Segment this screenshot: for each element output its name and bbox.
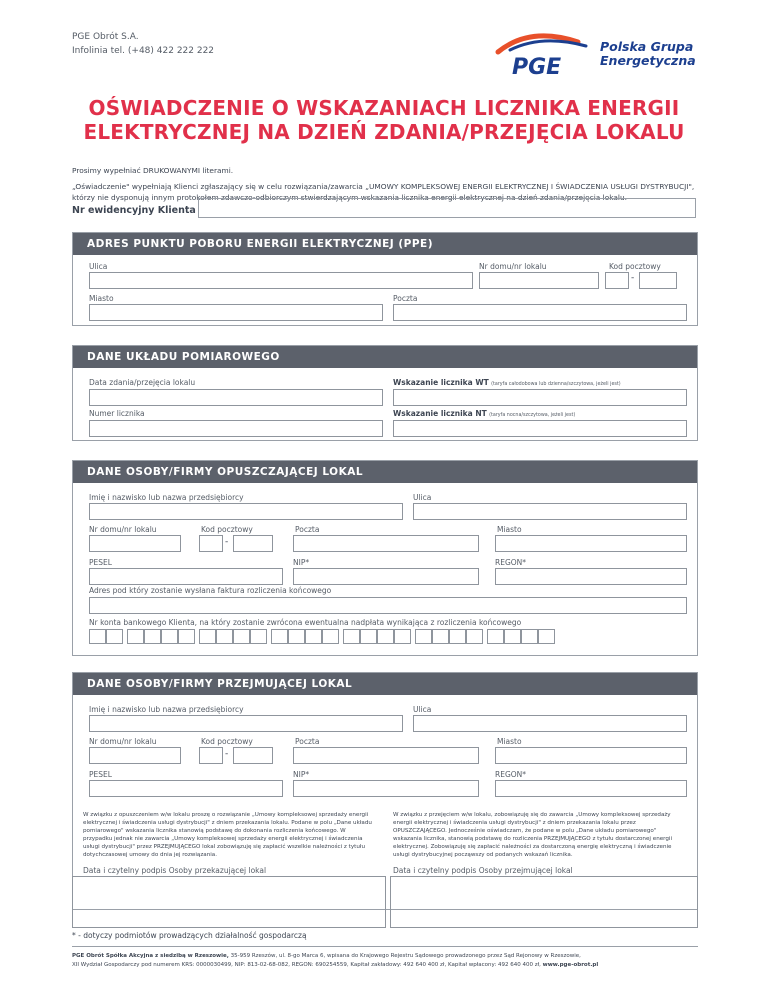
bank-account-digit-box[interactable] — [161, 629, 178, 644]
logo-tagline: Polska Grupa Energetyczna — [600, 39, 696, 68]
signature-taking-box[interactable] — [390, 876, 698, 928]
footer-divider — [72, 946, 698, 947]
ppe-postal-field-1[interactable] — [605, 272, 629, 289]
ppe-street-field[interactable] — [89, 272, 473, 289]
ppe-postal-label: Kod pocztowy — [609, 262, 661, 271]
bank-account-digit-box[interactable] — [521, 629, 538, 644]
bank-account-digit-box[interactable] — [106, 629, 123, 644]
bank-account-digit-box[interactable] — [305, 629, 322, 644]
ppe-city-field[interactable] — [89, 304, 383, 321]
leaving-house-field[interactable] — [89, 535, 181, 552]
ppe-house-label: Nr domu/nr lokalu — [479, 262, 547, 271]
meter-number-field[interactable] — [89, 420, 383, 437]
section-meter-heading: DANE UKŁADU POMIAROWEGO — [73, 346, 697, 368]
section-taking: DANE OSOBY/FIRMY PRZEJMUJĄCEJ LOKAL Imię i nazwisko lub nazwa przedsiębiorcy Ulica Nr domu/nr lokalu Kod pocztowy - Poczta Miasto PESEL NIP* REGON* W związku z opuszczeniem w/w lokalu proszę o rozwiązanie „Umowy kompleksowej sprzedaży energii elektrycznej i świadczenia usługi dystrybucji" z dniem przekazania lokalu. Podane w polu „Dane układu pomiarowego" wskazania licznika stanowią podstawę do dokonania rozliczenia końcowego. W przypadku jednak nie zawarcia „Umowy kompleksowej sprzedaży energii elektrycznej i świadczenia usługi dystrybucji" przez PRZEJMUJĄCEGO lokal zobowiązuję się zapłacić wszelkie należności z tytułu dotychczasowej umowy do dnia jej rozwiązania. W związku z przejęciem w/w lokalu, zobowiązuję się do zawarcia „Umowy kompleksowej sprzedaży energii elektrycznej i świadczenia usługi dystrybucji" z dniem przekazania lokalu przez OPUSZCZAJĄCEGO. Jednocześnie oświadczam, że podane w polu „Dane układu pomiarowego" wskazania licznika, stanowią podstawę do rozliczenia PRZEJMUJĄCEGO z tytułu dostarczonej energii elektrycznej. Zobowiązuję się zapłacić należności za dostarczoną energię elektryczną i świadczenie usługi dystrybucyjnej począwszy od podanych wskazań licznika. Data i czytelny podpis Osoby przekazującej lokal Data i czytelny podpis Osoby przejmującej lokal — [72, 672, 698, 910]
leaving-invoice-field[interactable] — [89, 597, 687, 614]
section-ppe-heading: ADRES PUNKTU POBORU ENERGII ELEKTRYCZNEJ (PPE) — [73, 233, 697, 255]
meter-wt-label: Wskazanie licznika WT (taryfa całodobowa lub dzienna/szczytowa, jeżeli jest) — [393, 378, 621, 387]
bank-account-digit-box[interactable] — [377, 629, 394, 644]
taking-nip-field[interactable] — [293, 780, 479, 797]
client-number-label: Nr ewidencyjny Klienta — [72, 205, 196, 216]
declaration-taking: W związku z przejęciem w/w lokalu, zobowiązuję się do zawarcia „Umowy kompleksowej sprzedaży energii elektrycznej i świadczenia usługi dystrybucji" z dniem przekazania lokalu przez OPUSZCZAJĄCEGO. Jednocześnie oświadczam, że podane w polu „Dane układu pomiarowego" wskazania licznika, stanowią podstawę do rozliczenia PRZEJMUJĄCEGO z tytułu dostarczonej energii elektrycznej. Zobowiązuję się zapłacić należności za dostarczoną energię elektryczną i świadczenie usługi dystrybucyjnej począwszy od podanych wskazań licznika. — [393, 812, 673, 858]
company-info — [72, 30, 214, 58]
leaving-invoice-label: Adres pod który zostanie wysłana faktura rozliczenia końcowego — [89, 586, 332, 595]
website-link[interactable]: www.pge-obrot.pl — [542, 962, 599, 968]
declaration-leaving: W związku z opuszczeniem w/w lokalu proszę o rozwiązanie „Umowy kompleksowej sprzedaży energii elektrycznej i świadczenia usługi dystrybucji" z dniem przekazania lokalu. Podane w polu „Dane układu pomiarowego" wskazania licznika stanowią podstawę do dokonania rozliczenia końcowego. W przypadku jednak nie zawarcia „Umowy kompleksowej sprzedaży energii elektrycznej i świadczenia usługi dystrybucji" przez PRZEJMUJĄCEGO lokal zobowiązuję się zapłacić wszelkie należności z tytułu dotychczasowej umowy do dnia jej rozwiązania. — [83, 812, 372, 858]
ppe-post-label: Poczta — [393, 294, 418, 303]
svg-text:PGE: PGE — [512, 55, 562, 80]
taking-pesel-label: PESEL — [89, 770, 112, 779]
leaving-post-label: Poczta — [295, 525, 320, 534]
leaving-nip-field[interactable] — [293, 568, 479, 585]
leaving-post-field[interactable] — [293, 535, 479, 552]
bank-account-digit-box[interactable] — [199, 629, 216, 644]
leaving-pesel-field[interactable] — [89, 568, 283, 585]
taking-regon-label: REGON* — [495, 770, 527, 779]
bank-account-digit-box[interactable] — [432, 629, 449, 644]
ppe-city-label: Miasto — [89, 294, 114, 303]
leaving-city-label: Miasto — [497, 525, 522, 534]
ppe-post-field[interactable] — [393, 304, 687, 321]
pge-logo-mark — [490, 30, 600, 82]
section-leaving: DANE OSOBY/FIRMY OPUSZCZAJĄCEJ LOKAL Imię i nazwisko lub nazwa przedsiębiorcy Ulica Nr domu/nr lokalu Kod pocztowy - Poczta Miasto PESEL NIP* REGON* Adres pod który zostanie wysłana faktura rozliczenia końcowego Nr konta bankowego Klienta, na który zostanie zwrócona ewentualna nadpłata wynikająca z rozliczenia końcowego — [72, 460, 698, 656]
leaving-pesel-label: PESEL — [89, 558, 112, 567]
legal-info: PGE Obrót Spółka Akcyjna z siedzibą w Rzeszowie, 35-959 Rzeszów, ul. 8-go Marca 6, wpisana do Krajowego Rejestru Sądowego prowadzonego przez Sąd Rejonowy w Rzeszowie, XII Wydział Gospodarczy pod numerem KRS: 0000030499, NIP: 813-02-68-082, REGON: 690254559, Kapitał zakładowy: 492 640 400 zł, Kapitał wpłacony: 492 640 400 zł, www.pge-obrot.pl — [72, 953, 599, 968]
leaving-street-label: Ulica — [413, 493, 432, 502]
bank-account-digit-box[interactable] — [89, 629, 106, 644]
meter-date-label: Data zdania/przejęcia lokalu — [89, 378, 196, 387]
section-taking-heading: DANE OSOBY/FIRMY PRZEJMUJĄCEJ LOKAL — [73, 673, 697, 695]
taking-post-field[interactable] — [293, 747, 479, 764]
leaving-name-label: Imię i nazwisko lub nazwa przedsiębiorcy — [89, 493, 244, 502]
taking-street-field[interactable] — [413, 715, 687, 732]
meter-date-field[interactable] — [89, 389, 383, 406]
leaving-regon-field[interactable] — [495, 568, 687, 585]
bank-account-digit-box[interactable] — [415, 629, 432, 644]
signature-leaving-label: Data i czytelny podpis Osoby przekazującej lokal — [83, 866, 267, 875]
leaving-house-label: Nr domu/nr lokalu — [89, 525, 157, 534]
bank-account-digit-box[interactable] — [487, 629, 504, 644]
pge-logo — [490, 30, 710, 82]
bank-account-digit-box[interactable] — [233, 629, 250, 644]
leaving-street-field[interactable] — [413, 503, 687, 520]
bank-account-digit-box[interactable] — [504, 629, 521, 644]
taking-name-label: Imię i nazwisko lub nazwa przedsiębiorcy — [89, 705, 244, 714]
taking-city-label: Miasto — [497, 737, 522, 746]
hotline: Infolinia tel. (+48) 422 222 222 — [72, 46, 215, 56]
taking-regon-field[interactable] — [495, 780, 687, 797]
bank-account-digit-box[interactable] — [250, 629, 267, 644]
bank-account-digit-box[interactable] — [178, 629, 195, 644]
ppe-house-field[interactable] — [479, 272, 599, 289]
leaving-regon-label: REGON* — [495, 558, 527, 567]
taking-pesel-field[interactable] — [89, 780, 283, 797]
bank-account-digit-box[interactable] — [343, 629, 360, 644]
section-ppe: ADRES PUNKTU POBORU ENERGII ELEKTRYCZNEJ (PPE) Ulica Nr domu/nr lokalu Kod pocztowy - Miasto Poczta — [72, 232, 698, 326]
taking-city-field[interactable] — [495, 747, 687, 764]
meter-nt-field[interactable] — [393, 420, 687, 437]
bank-account-digit-box[interactable] — [322, 629, 339, 644]
leaving-bank-label: Nr konta bankowego Klienta, na który zostanie zwrócona ewentualna nadpłata wynikająca z rozliczenia końcowego — [89, 618, 522, 627]
bank-account-digit-box[interactable] — [394, 629, 411, 644]
page-title: OŚWIADCZENIE O WSKAZANIACH LICZNIKA ENERGII ELEKTRYCZNEJ NA DZIEŃ ZDANIA/PRZEJĘCIA LOKALU — [83, 96, 685, 144]
bank-account-digit-box[interactable] — [288, 629, 305, 644]
leaving-name-field[interactable] — [89, 503, 403, 520]
leaving-postal-field-2[interactable] — [233, 535, 273, 552]
client-number-field[interactable] — [198, 198, 696, 218]
leaving-postal-label: Kod pocztowy — [201, 525, 253, 534]
taking-house-field[interactable] — [89, 747, 181, 764]
meter-wt-field[interactable] — [393, 389, 687, 406]
section-meter — [72, 345, 698, 441]
taking-name-field[interactable] — [89, 715, 403, 732]
bank-account-digit-box[interactable] — [144, 629, 161, 644]
signature-taking-label: Data i czytelny podpis Osoby przejmującej lokal — [393, 866, 573, 875]
footnote: * - dotyczy podmiotów prowadzących działalność gospodarczą — [72, 931, 307, 940]
leaving-postal-field-1[interactable] — [199, 535, 223, 552]
taking-post-label: Poczta — [295, 737, 320, 746]
signature-leaving-box[interactable] — [72, 876, 386, 928]
bank-account-digit-box[interactable] — [466, 629, 483, 644]
intro-description: „Oświadczenie" wypełniają Klienci zgłaszający się w celu rozwiązania/zawarcia „UMOWY KOMPLEKSOWEJ ENERGII ELEKTRYCZNEJ I ŚWIADCZENIA USŁUGI DYSTRYBUCJI", którzy nie dysponują innym protokołem zdawczo-odbiorczym stwierdzającym wskazania licznika energii elektrycznej na dzień zdania/przejęcia lokalu. — [72, 182, 695, 202]
taking-postal-label: Kod pocztowy — [201, 737, 253, 746]
taking-postal-field-1[interactable] — [199, 747, 223, 764]
taking-house-label: Nr domu/nr lokalu — [89, 737, 157, 746]
leaving-city-field[interactable] — [495, 535, 687, 552]
meter-number-label: Numer licznika — [89, 409, 145, 418]
section-leaving-heading: DANE OSOBY/FIRMY OPUSZCZAJĄCEJ LOKAL — [73, 461, 697, 483]
taking-postal-field-2[interactable] — [233, 747, 273, 764]
ppe-postal-field-2[interactable] — [639, 272, 677, 289]
intro-instruction: Prosimy wypełniać DRUKOWANYMI literami. — [72, 166, 234, 175]
ppe-street-label: Ulica — [89, 262, 108, 271]
leaving-nip-label: NIP* — [293, 558, 310, 567]
taking-street-label: Ulica — [413, 705, 432, 714]
bank-account-digit-box[interactable] — [271, 629, 288, 644]
bank-account-digit-box[interactable] — [216, 629, 233, 644]
bank-account-digit-box[interactable] — [538, 629, 555, 644]
bank-account-digit-box[interactable] — [127, 629, 144, 644]
taking-nip-label: NIP* — [293, 770, 310, 779]
meter-nt-label: Wskazanie licznika NT (taryfa nocna/szczytowa, jeżeli jest) — [393, 409, 576, 418]
bank-account-digit-box[interactable] — [360, 629, 377, 644]
company-name: PGE Obrót S.A. — [72, 32, 139, 42]
bank-account-digit-box[interactable] — [449, 629, 466, 644]
